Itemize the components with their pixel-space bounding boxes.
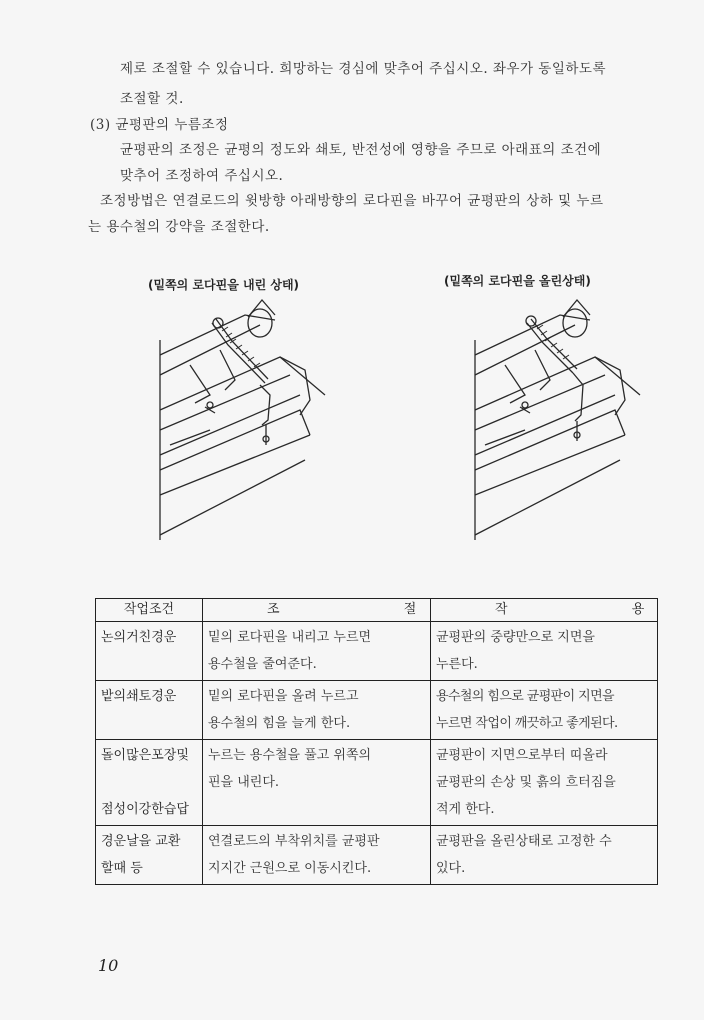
effect-cell xyxy=(431,826,658,885)
header-effect-text xyxy=(435,600,704,620)
condition-line xyxy=(101,710,198,737)
paragraph-line-3: 균평판의 조정은 균평의 정도와 쇄토, 반전성에 영향을 주므로 아래표의 조건에 xyxy=(120,142,602,158)
header-effect-label: 작 용 xyxy=(495,602,704,617)
condition-line: 돌이많은포장및 xyxy=(101,748,189,763)
effect-line: 균평판을 올린상태로 고정한 수 xyxy=(436,834,612,849)
effect-line: 균평판의 중량만으로 지면을 xyxy=(436,630,595,645)
page-number: 10 xyxy=(98,956,119,975)
condition-line: 밭의쇄토경운 xyxy=(101,689,177,704)
table-row xyxy=(96,826,658,885)
adjust-cell xyxy=(203,681,431,740)
right-rotavator-illustration xyxy=(465,295,645,545)
table-header-row xyxy=(96,599,658,622)
table-row xyxy=(96,740,658,826)
adjust-line: 핀을 내린다. xyxy=(208,775,280,790)
paragraph-line-2: 조절할 것. xyxy=(120,91,184,107)
effect-cell xyxy=(431,622,658,681)
header-condition: 작업조건 xyxy=(96,599,203,622)
adjust-line: 밑의 로다핀을 내리고 누르면 xyxy=(208,630,372,645)
effect-line: 누른다. xyxy=(436,657,478,672)
condition-line: 논의거친경운 xyxy=(101,630,177,645)
effect-cell xyxy=(431,740,658,826)
left-rotavator-illustration xyxy=(150,295,330,545)
header-effect xyxy=(431,599,704,622)
condition-line xyxy=(101,769,198,796)
work-condition-table xyxy=(95,598,704,885)
adjust-line: 용수철의 힘을 늘게 한다. xyxy=(208,716,351,731)
adjust-line: 밑의 로다핀을 올려 누르고 xyxy=(208,689,359,704)
adjust-line: 연결로드의 부착위치를 균평판 xyxy=(208,834,380,849)
left-figure-caption: (밑쪽의 로다핀을 내린 상태) xyxy=(148,278,300,292)
paragraph-line-1: 제로 조절할 수 있습니다. 희망하는 경심에 맞추어 주십시오. 좌우가 동일하도록 xyxy=(120,61,607,77)
condition-cell xyxy=(96,681,203,740)
paragraph-line-6: 는 용수철의 강약을 조절한다. xyxy=(88,219,270,235)
table-row xyxy=(96,622,658,681)
adjust-line xyxy=(208,796,426,823)
effect-line: 있다. xyxy=(436,861,466,876)
condition-cell xyxy=(96,826,203,885)
condition-line: 점성이강한습답 xyxy=(101,802,189,817)
header-adjust xyxy=(203,599,477,622)
right-figure-caption: (밑쪽의 로다핀을 올린상태) xyxy=(444,274,591,288)
adjust-line: 지지간 근원으로 이동시킨다. xyxy=(208,861,372,876)
adjust-line: 누르는 용수철을 풀고 위쪽의 xyxy=(208,748,372,763)
paragraph-line-5: 조정방법은 연결로드의 윗방향 아래방향의 로다핀을 바꾸어 균평판의 상하 및 누르 xyxy=(100,193,604,209)
header-adjust-label: 조 절 xyxy=(267,602,477,617)
effect-line: 용수철의 힘으로 균평판이 지면을 xyxy=(436,689,615,704)
condition-cell xyxy=(96,740,203,826)
table-row xyxy=(96,681,658,740)
adjust-line: 용수철을 줄여준다. xyxy=(208,657,317,672)
header-adjust-text xyxy=(207,600,477,620)
section-heading: (3) 균평판의 누름조정 xyxy=(90,117,229,133)
adjust-cell xyxy=(203,740,431,826)
effect-line: 균평판의 손상 및 흙의 흐터짐을 xyxy=(436,775,616,790)
paragraph-line-4: 맞추어 조정하여 주십시오. xyxy=(120,168,284,184)
adjust-cell xyxy=(203,826,431,885)
condition-line xyxy=(101,651,198,678)
condition-cell xyxy=(96,622,203,681)
adjust-cell xyxy=(203,622,431,681)
effect-line: 균평판이 지면으로부터 띠올라 xyxy=(436,748,608,763)
effect-cell xyxy=(431,681,658,740)
effect-line: 누르면 작업이 깨끗하고 좋게된다. xyxy=(436,716,618,731)
condition-line: 경운날을 교환 xyxy=(101,834,181,849)
condition-line: 할때 등 xyxy=(101,861,143,876)
effect-line: 적게 한다. xyxy=(436,802,495,817)
